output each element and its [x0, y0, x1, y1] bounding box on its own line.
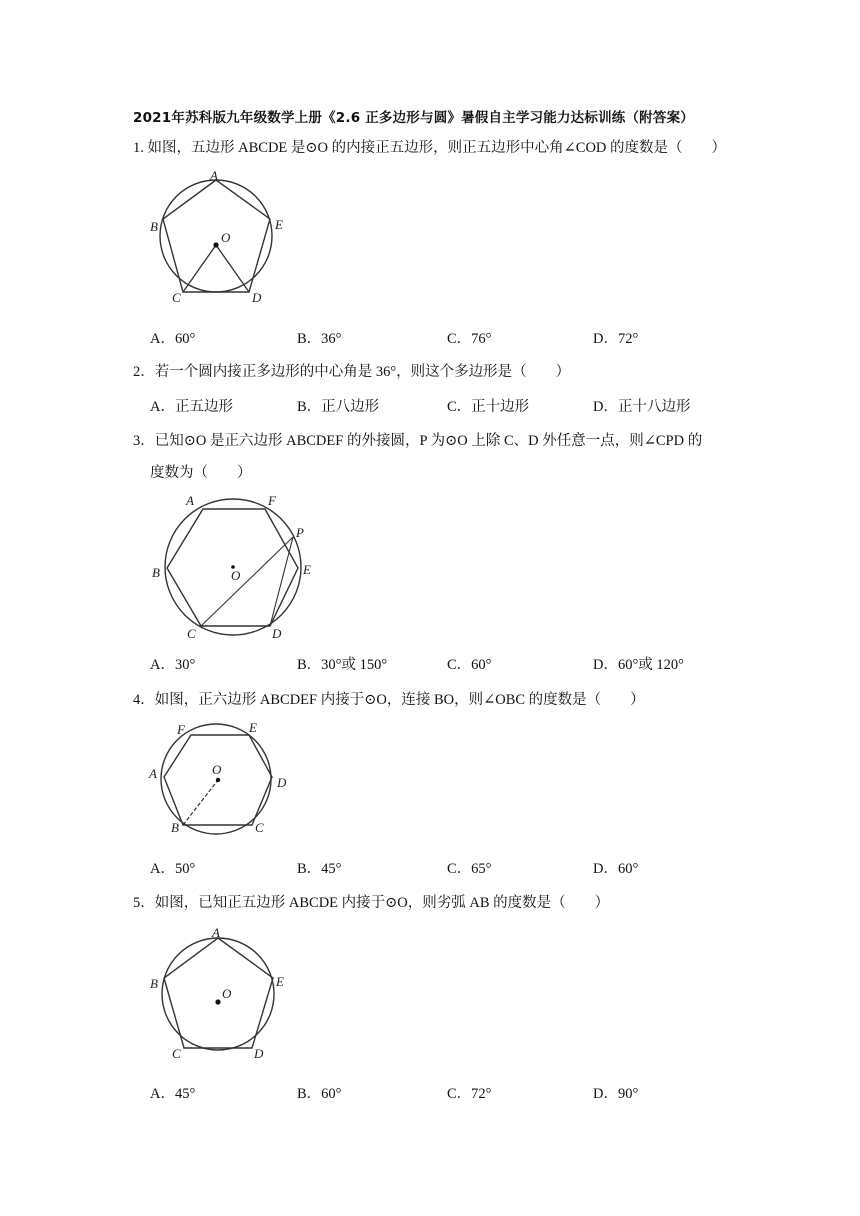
figure-5-pentagon [140, 920, 300, 1065]
question-3-text-cont: 度数为（ ） [150, 465, 252, 481]
figure-1-label-c: C [172, 290, 181, 305]
figure-5-label-o: O [222, 986, 232, 1001]
figure-3-label-a: A [186, 493, 194, 508]
question-1-text: 1. 如图，五边形 ABCDE 是⊙O 的内接正五边形，则正五边形中心角∠COD 的度数是（ ） [133, 140, 727, 156]
q2-option-a[interactable]: A．正五边形 [150, 399, 233, 415]
figure-5-label-b: B [150, 976, 158, 991]
figure-4-hexagon [140, 712, 300, 837]
figure-3-hexagon [145, 490, 325, 640]
q1-option-a[interactable]: A．60° [150, 331, 196, 347]
q5-option-c[interactable]: C．72° [447, 1086, 492, 1102]
figure-1-label-e: E [275, 217, 283, 232]
figure-3-label-o: O [231, 568, 241, 583]
figure-5-label-d: D [254, 1046, 264, 1061]
figure-4-label-a: A [149, 766, 157, 781]
question-4-text: 4．如图，正六边形 ABCDEF 内接于⊙O，连接 BO，则∠OBC 的度数是（ ） [133, 692, 645, 708]
question-5-text: 5．如图，已知正五边形 ABCDE 内接于⊙O，则劣弧 AB 的度数是（ ） [133, 895, 610, 911]
figure-1-pentagon [140, 165, 300, 315]
q4-option-d[interactable]: D．60° [593, 861, 639, 877]
q3-option-d[interactable]: D．60°或 120° [593, 657, 684, 673]
figure-4-label-f: F [177, 722, 185, 737]
figure-3-label-e: E [303, 562, 311, 577]
figure-5-label-c: C [172, 1046, 181, 1061]
q4-option-c[interactable]: C．65° [447, 861, 492, 877]
figure-5-label-e: E [276, 974, 284, 989]
question-3-text: 3．已知⊙O 是正六边形 ABCDEF 的外接圆，P 为⊙O 上除 C、D 外任意一点，则∠CPD 的 [133, 433, 703, 449]
q1-option-c[interactable]: C．76° [447, 331, 492, 347]
page-title: 2021年苏科版九年级数学上册《2.6 正多边形与圆》暑假自主学习能力达标训练（附答案） [133, 110, 694, 126]
q3-option-b[interactable]: B．30°或 150° [297, 657, 388, 673]
figure-4-label-e: E [249, 720, 257, 735]
q4-option-b[interactable]: B．45° [297, 861, 342, 877]
figure-1-label-a: A [210, 168, 218, 183]
q5-option-b[interactable]: B．60° [297, 1086, 342, 1102]
q3-option-a[interactable]: A．30° [150, 657, 196, 673]
q2-option-c[interactable]: C．正十边形 [447, 399, 530, 415]
q2-option-d[interactable]: D．正十八边形 [593, 399, 691, 415]
figure-4-label-c: C [255, 820, 264, 835]
q4-option-a[interactable]: A．50° [150, 861, 196, 877]
q1-option-b[interactable]: B．36° [297, 331, 342, 347]
figure-3-label-d: D [272, 626, 282, 641]
q1-option-d[interactable]: D．72° [593, 331, 639, 347]
figure-3-label-c: C [187, 626, 196, 641]
figure-4-label-d: D [277, 775, 287, 790]
figure-4-label-o: O [212, 762, 222, 777]
q3-option-c[interactable]: C．60° [447, 657, 492, 673]
figure-3-label-p: P [296, 525, 304, 540]
figure-3-label-b: B [152, 565, 160, 580]
figure-3-label-f: F [268, 493, 276, 508]
figure-1-label-b: B [150, 219, 158, 234]
q5-option-a[interactable]: A．45° [150, 1086, 196, 1102]
figure-4-label-b: B [171, 820, 179, 835]
q2-option-b[interactable]: B．正八边形 [297, 399, 380, 415]
q5-option-d[interactable]: D．90° [593, 1086, 639, 1102]
figure-1-label-o: O [221, 230, 231, 245]
figure-1-label-d: D [252, 290, 262, 305]
figure-5-label-a: A [212, 925, 220, 940]
question-2-text: 2．若一个圆内接正多边形的中心角是 36°，则这个多边形是（ ） [133, 364, 571, 380]
